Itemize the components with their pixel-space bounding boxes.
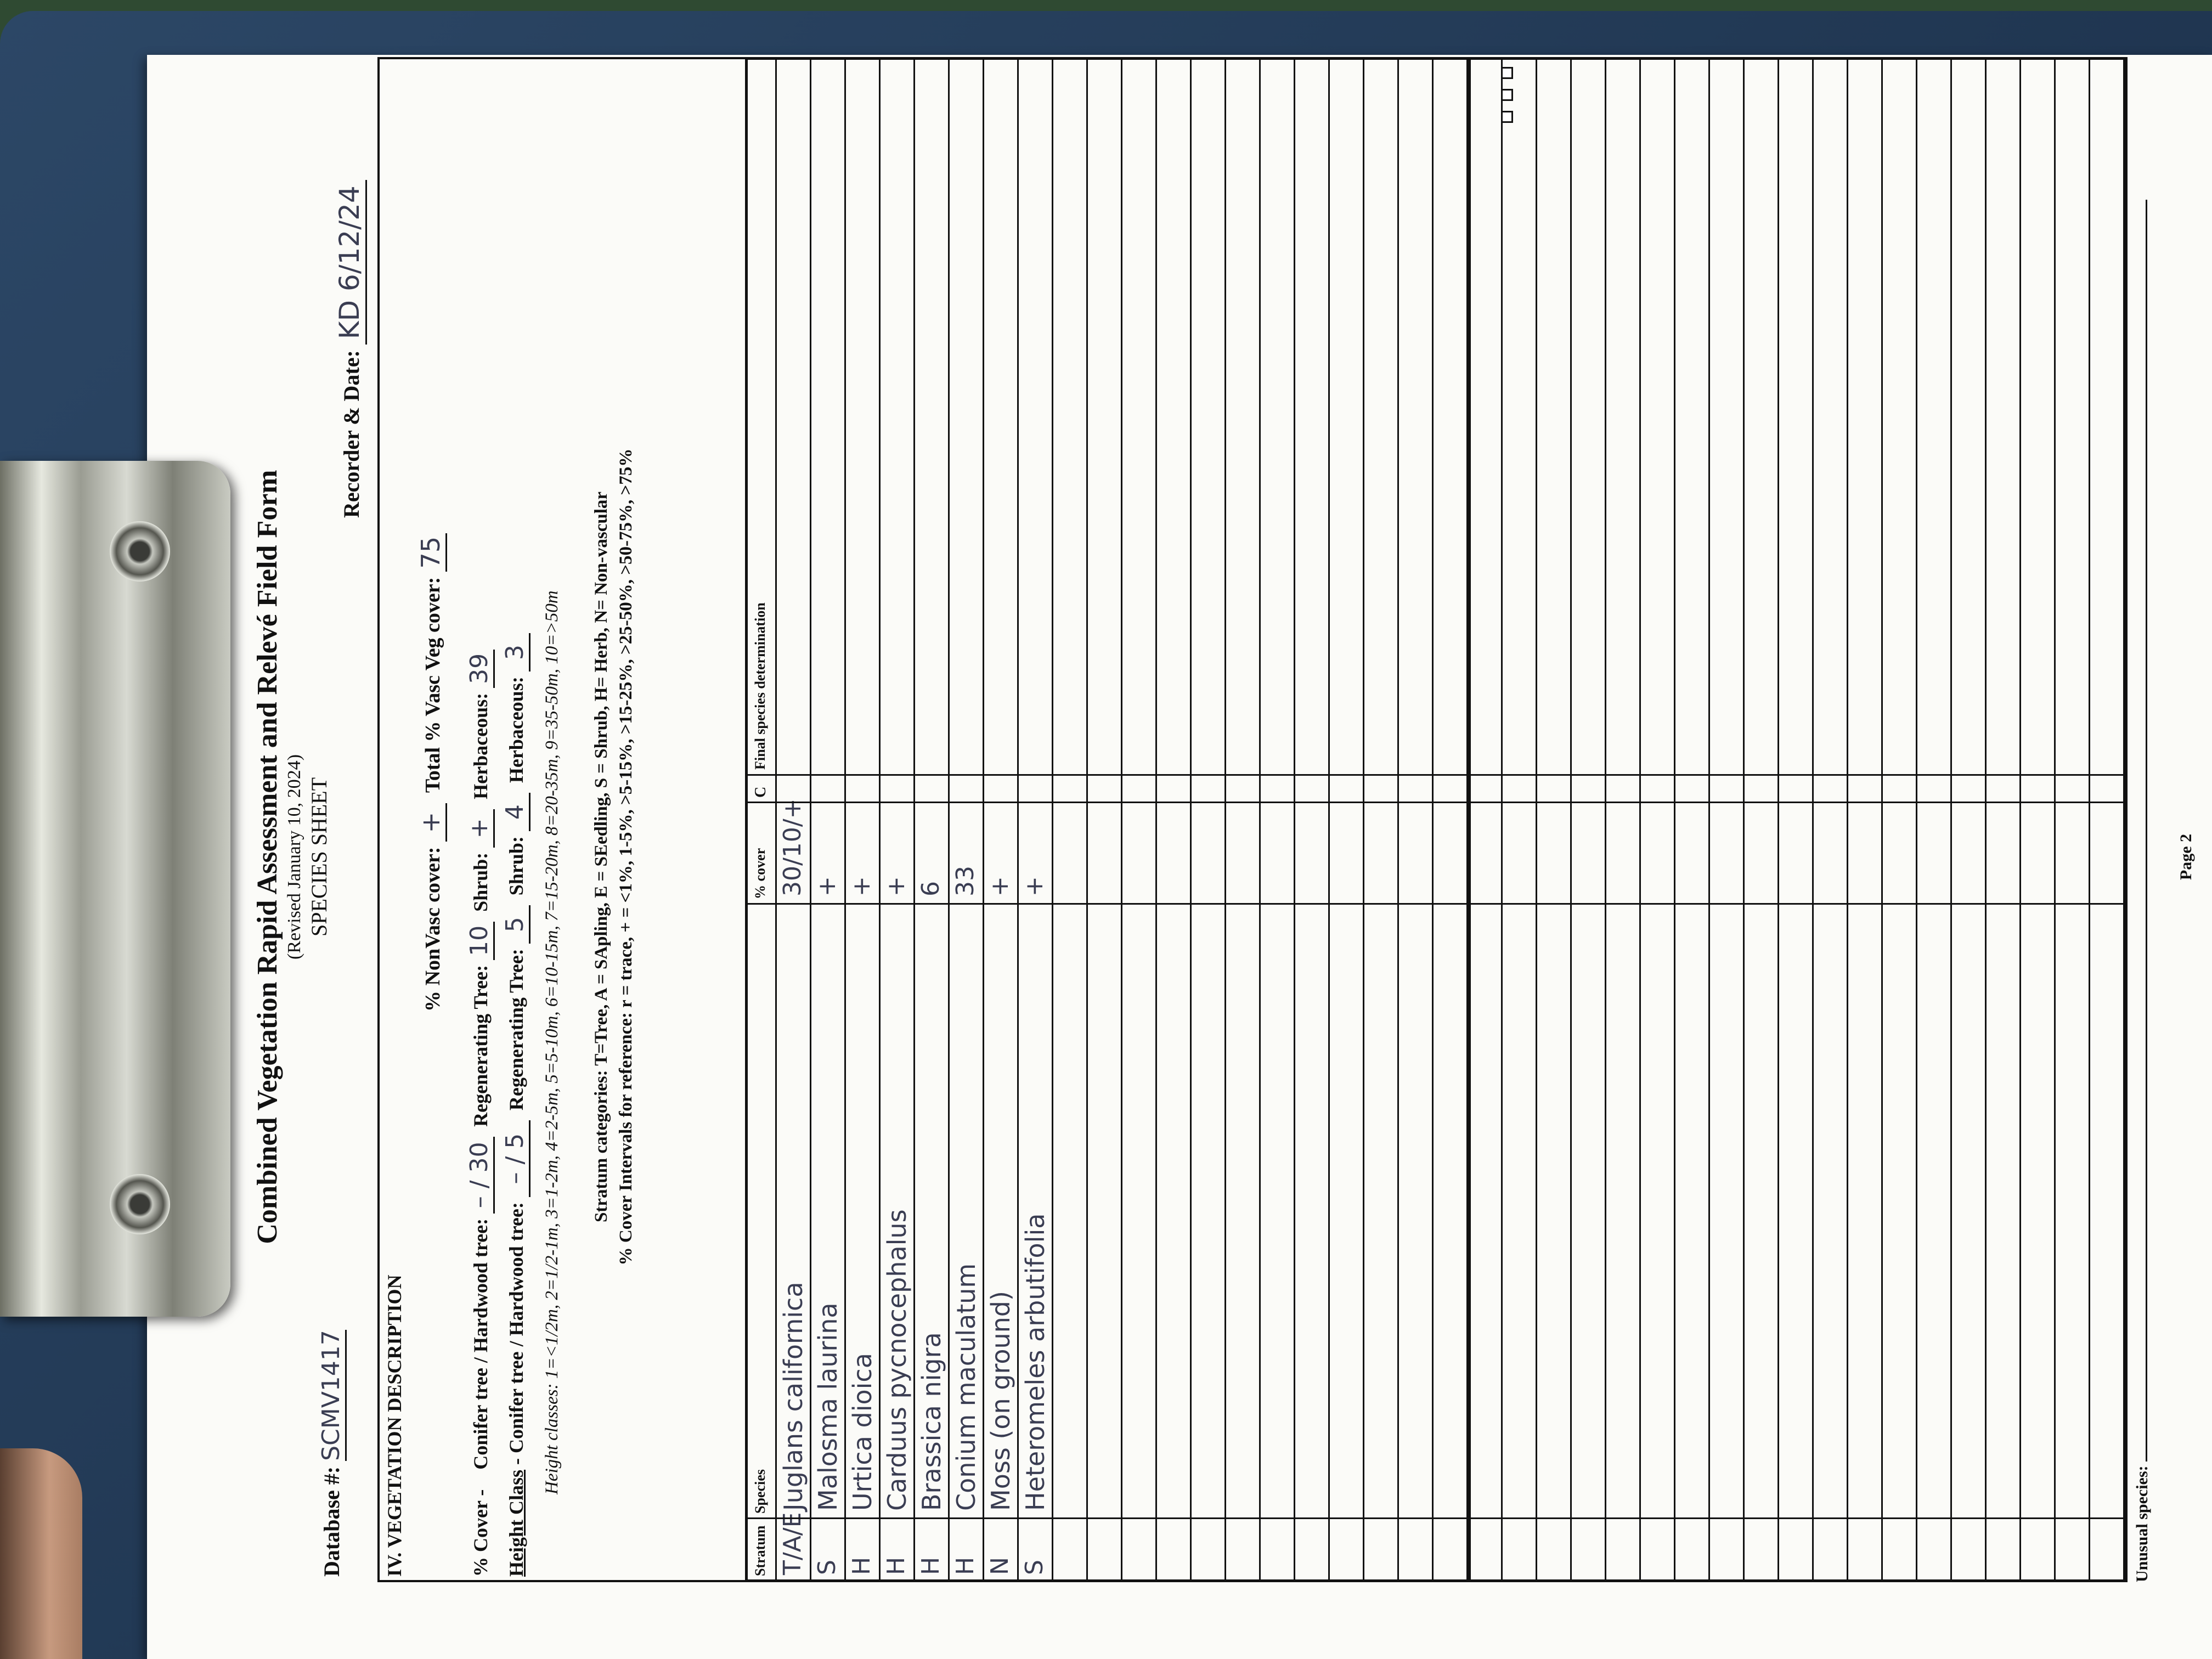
database-label: Database #: (319, 1466, 344, 1577)
shrub-label: Shrub: (470, 852, 492, 912)
table-row-line (1121, 60, 1122, 1579)
field-form-sheet (147, 55, 2212, 1659)
sheet-name: SPECIES SHEET (307, 777, 331, 937)
row-species: Urtica dioica (848, 1353, 877, 1511)
row-species: Malosma laurina (813, 1302, 843, 1511)
database-value: SCMV1417 (317, 1330, 347, 1461)
table-row-line (1985, 60, 1987, 1579)
row-cover: 33 (951, 866, 979, 896)
row-stratum: H (882, 1556, 910, 1575)
table-row-line (844, 60, 846, 1579)
table-row-line (1536, 60, 1537, 1579)
row-stratum: T/A/E (778, 1512, 806, 1575)
row-stratum: H (951, 1556, 979, 1575)
row-cover: + (848, 876, 876, 896)
table-row-line (1259, 60, 1261, 1579)
row-stratum: S (813, 1560, 841, 1575)
table-row-line (1224, 60, 1226, 1579)
height-label: Height Class (505, 1469, 527, 1577)
form-revised: (Revised January 10, 2024) (284, 754, 304, 960)
row-species: Heteromeles arbutifolia (1020, 1213, 1050, 1511)
table-column-divider (748, 903, 2125, 905)
table-row-line (810, 60, 811, 1579)
table-row-line (1881, 60, 1883, 1579)
row-species: Juglans californica (778, 1282, 808, 1511)
unusual-label: Unusual species: (2133, 1465, 2151, 1582)
table-row-line (2123, 60, 2125, 1579)
table-row-line (2089, 60, 2090, 1579)
height-shrub-value: 4 (501, 793, 531, 831)
table-row-line (1397, 60, 1399, 1579)
finger (0, 1448, 82, 1659)
table-row-line (1743, 60, 1745, 1579)
nonvasc-value: + (416, 803, 447, 842)
cover-label: % Cover - (470, 1489, 492, 1577)
cover-conifer-value: – / 30 (465, 1137, 495, 1214)
table-row-line (1294, 60, 1295, 1579)
table-row-line (1916, 60, 1917, 1579)
unusual-species-field (2133, 200, 2152, 1582)
total-value: 75 (416, 533, 447, 572)
row-species: Brassica nigra (917, 1332, 946, 1511)
table-row-line (1950, 60, 1952, 1579)
height-conifer-label: - Conifer tree / Hardwood tree: (505, 1202, 527, 1465)
table-row-line (1708, 60, 1710, 1579)
table-column-divider (748, 1517, 2125, 1519)
col-cover-header: % cover (752, 848, 768, 899)
table-row-line (1674, 60, 1675, 1579)
nonvasc-row (416, 533, 447, 1012)
stratum-categories-text: Stratum categories: T=Tree, A = SApling, E = SEedling, S = Shrub, H= Herb, N= Non-vascular (591, 491, 611, 1223)
height-herb-label: Herbaceous: (505, 676, 527, 783)
table-row-line (1639, 60, 1641, 1579)
height-herb-value: 3 (501, 633, 531, 672)
col-final-header: Final species determination (752, 602, 768, 770)
total-label: Total % Vasc Veg cover: (421, 577, 444, 793)
table-row-line (1363, 60, 1364, 1579)
clip-rivet-bottom (110, 1174, 170, 1234)
table-column-divider (748, 802, 2125, 803)
row-stratum: N (986, 1557, 1014, 1575)
table-column-divider (748, 774, 2125, 776)
row-stratum: S (1020, 1560, 1048, 1575)
table-row-line (1812, 60, 1814, 1579)
database-field (317, 1330, 347, 1577)
row-cover: + (1020, 876, 1048, 896)
height-regen-value: 5 (501, 905, 531, 944)
table-row-line (1466, 60, 1468, 1579)
row-cover: + (986, 876, 1014, 896)
table-row-line (2054, 60, 2056, 1579)
species-table (745, 57, 2128, 1582)
row-stratum: H (848, 1556, 876, 1575)
herb-label: Herbaceous: (470, 692, 492, 799)
form-title: Combined Vegetation Rapid Assessment and Relevé Field Form (252, 470, 283, 1244)
section-heading: IV. VEGETATION DESCRIPTION (383, 1274, 405, 1577)
cover-intervals-text: % Cover Intervals for reference: r = trace, + = <1%, 1-5%, >5-15%, >15-25%, >25-50%, >50-75%, >75% (616, 448, 636, 1266)
table-row-line (2019, 60, 2021, 1579)
table-row-line (1086, 60, 1088, 1579)
table-row-line (1190, 60, 1192, 1579)
regen-label: Regenerating Tree: (470, 964, 492, 1127)
table-row-line (1501, 60, 1503, 1579)
nonvasc-label: % NonVasc cover: (421, 847, 444, 1012)
row-species: Conium maculatum (951, 1263, 981, 1511)
cover-herb-value: 39 (465, 650, 495, 688)
table-row-line (1605, 60, 1606, 1579)
conifer-label: Conifer tree / Hardwood tree: (470, 1218, 492, 1470)
table-row-line (1847, 60, 1848, 1579)
rotated-form (147, 55, 2212, 1659)
row-cover: + (882, 876, 910, 896)
height-shrub-label: Shrub: (505, 836, 527, 896)
table-row-line (1017, 60, 1019, 1579)
row-cover: 30/10/+ (778, 798, 806, 896)
table-row-line (1778, 60, 1779, 1579)
height-row (501, 633, 531, 1577)
col-stratum-header: Stratum (752, 1525, 768, 1576)
cover-regen-value: 10 (465, 922, 495, 960)
table-row-line (913, 60, 915, 1579)
recorder-value: KD 6/12/24 (334, 180, 367, 345)
cover-row (465, 650, 495, 1577)
unusual-blank[interactable] (2146, 200, 2147, 1462)
row-species: Carduus pycnocephalus (882, 1209, 912, 1511)
table-row-line (1570, 60, 1572, 1579)
table-row-line (1328, 60, 1330, 1579)
height-classes-text: Height classes: 1=<1/2m, 2=1/2-1m, 3=1-2m, 4=2-5m, 5=5-10m, 6=10-15m, 7=15-20m, 8=20-35m, 9=35-50m, 10=>50m (542, 590, 562, 1494)
row-cover: + (813, 876, 841, 896)
recorder-field (334, 180, 367, 518)
table-row-line (983, 60, 984, 1579)
col-species-header: Species (752, 1469, 768, 1514)
table-row-line (775, 60, 777, 1579)
height-conifer-value: – / 5 (501, 1120, 531, 1197)
row-cover: 6 (917, 881, 945, 896)
page-number: Page 2 (2177, 833, 2195, 881)
height-regen-label: Regenerating Tree: (505, 949, 527, 1111)
recorder-label: Recorder & Date: (339, 350, 364, 518)
row-stratum: H (917, 1556, 945, 1575)
table-row-line (948, 60, 950, 1579)
table-row-line (1155, 60, 1157, 1579)
clipboard-clip[interactable] (0, 461, 230, 1317)
table-row-line (1052, 60, 1053, 1579)
table-row-line (879, 60, 881, 1579)
col-c-header: C (752, 786, 769, 798)
row-species: Moss (on ground) (986, 1291, 1015, 1511)
table-row-line (1432, 60, 1434, 1579)
clip-rivet-top (110, 521, 170, 582)
cover-shrub-value: + (465, 809, 495, 848)
